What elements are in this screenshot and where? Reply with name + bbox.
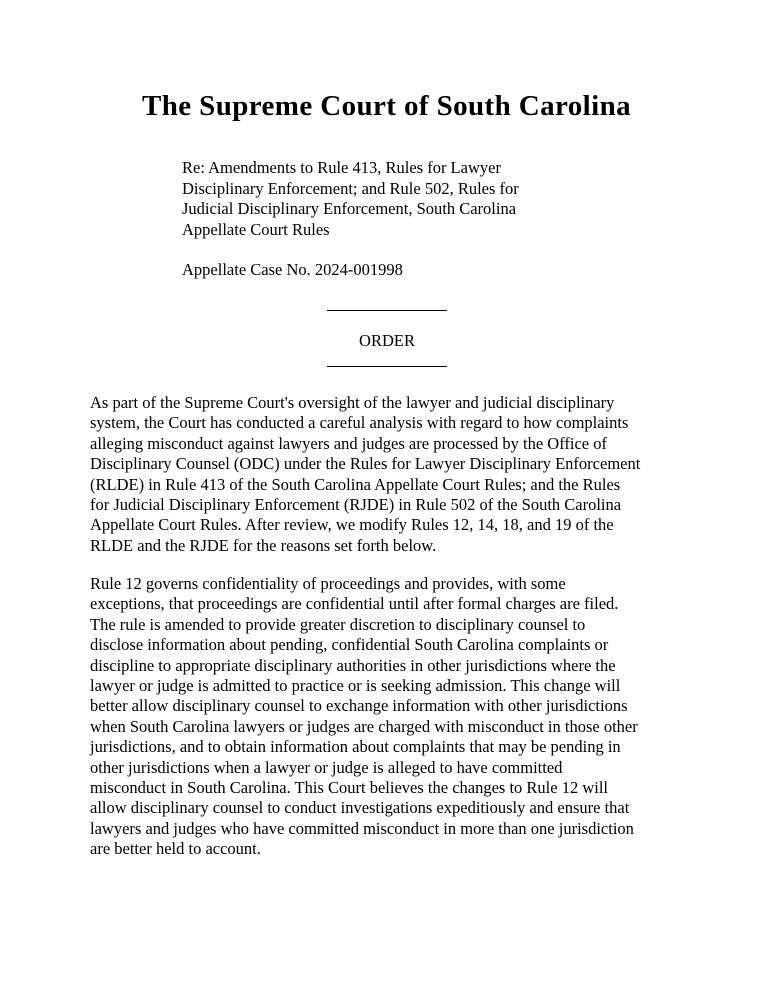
order-heading: ORDER <box>359 331 415 350</box>
paragraph-line: when South Carolina lawyers or judges are charged with misconduct in those other <box>90 716 638 736</box>
paragraph-line: lawyer or judge is admitted to practice or is seeking admission. This change will <box>90 676 621 696</box>
paragraph-line: better allow disciplinary counsel to exchange information with other jurisdictions <box>90 696 628 716</box>
paragraph-line: alleging misconduct against lawyers and judges are processed by the Office of <box>90 433 607 453</box>
re-line: Disciplinary Enforcement; and Rule 502, Rules for <box>182 178 519 198</box>
paragraph-line: jurisdictions, and to obtain information about complaints that may be pending in <box>90 737 621 757</box>
re-line: Re: Amendments to Rule 413, Rules for Lawyer <box>182 158 501 177</box>
paragraph-line: Disciplinary Counsel (ODC) under the Rules for Lawyer Disciplinary Enforcement <box>90 454 641 474</box>
paragraph-line: other jurisdictions when a lawyer or judge is alleged to have committed <box>90 757 563 777</box>
paragraph-line: lawyers and judges who have committed misconduct in more than one jurisdiction <box>90 818 634 838</box>
paragraph-line: The rule is amended to provide greater discretion to disciplinary counsel to <box>90 614 586 634</box>
re-line: Judicial Disciplinary Enforcement, South Carolina <box>182 199 517 218</box>
body-paragraph-1 <box>90 393 690 556</box>
divider-top <box>327 310 447 311</box>
paragraph-line: for Judicial Disciplinary Enforcement (RJDE) in Rule 502 of the South Carolina <box>90 495 622 515</box>
case-number: Appellate Case No. 2024-001998 <box>182 260 403 279</box>
paragraph-line: system, the Court has conducted a careful analysis with regard to how complaints <box>90 413 629 433</box>
paragraph-line: discipline to appropriate disciplinary authorities in other jurisdictions where the <box>90 655 616 675</box>
paragraph-line: exceptions, that proceedings are confidential until after formal charges are filed. <box>90 594 619 614</box>
paragraph-line: are better held to account. <box>90 839 261 859</box>
re-line-block <box>182 158 582 240</box>
paragraph-line: (RLDE) in Rule 413 of the South Carolina Appellate Court Rules; and the Rules <box>90 474 621 494</box>
paragraph-line: RLDE and the RJDE for the reasons set forth below. <box>90 535 437 555</box>
paragraph-line: Appellate Court Rules. After review, we modify Rules 12, 14, 18, and 19 of the <box>90 515 614 535</box>
court-title: The Supreme Court of South Carolina <box>141 90 632 122</box>
re-line: Appellate Court Rules <box>182 219 330 239</box>
divider-bottom <box>327 366 447 367</box>
paragraph-line: Rule 12 governs confidentiality of proceedings and provides, with some <box>90 574 566 593</box>
body-paragraph-2 <box>90 574 690 860</box>
paragraph-line: As part of the Supreme Court's oversight of the lawyer and judicial disciplinary <box>90 393 615 412</box>
paragraph-line: allow disciplinary counsel to conduct investigations expeditiously and ensure that <box>90 798 630 818</box>
paragraph-line: misconduct in South Carolina. This Court believes the changes to Rule 12 will <box>90 778 609 798</box>
paragraph-line: disclose information about pending, confidential South Carolina complaints or <box>90 635 609 655</box>
